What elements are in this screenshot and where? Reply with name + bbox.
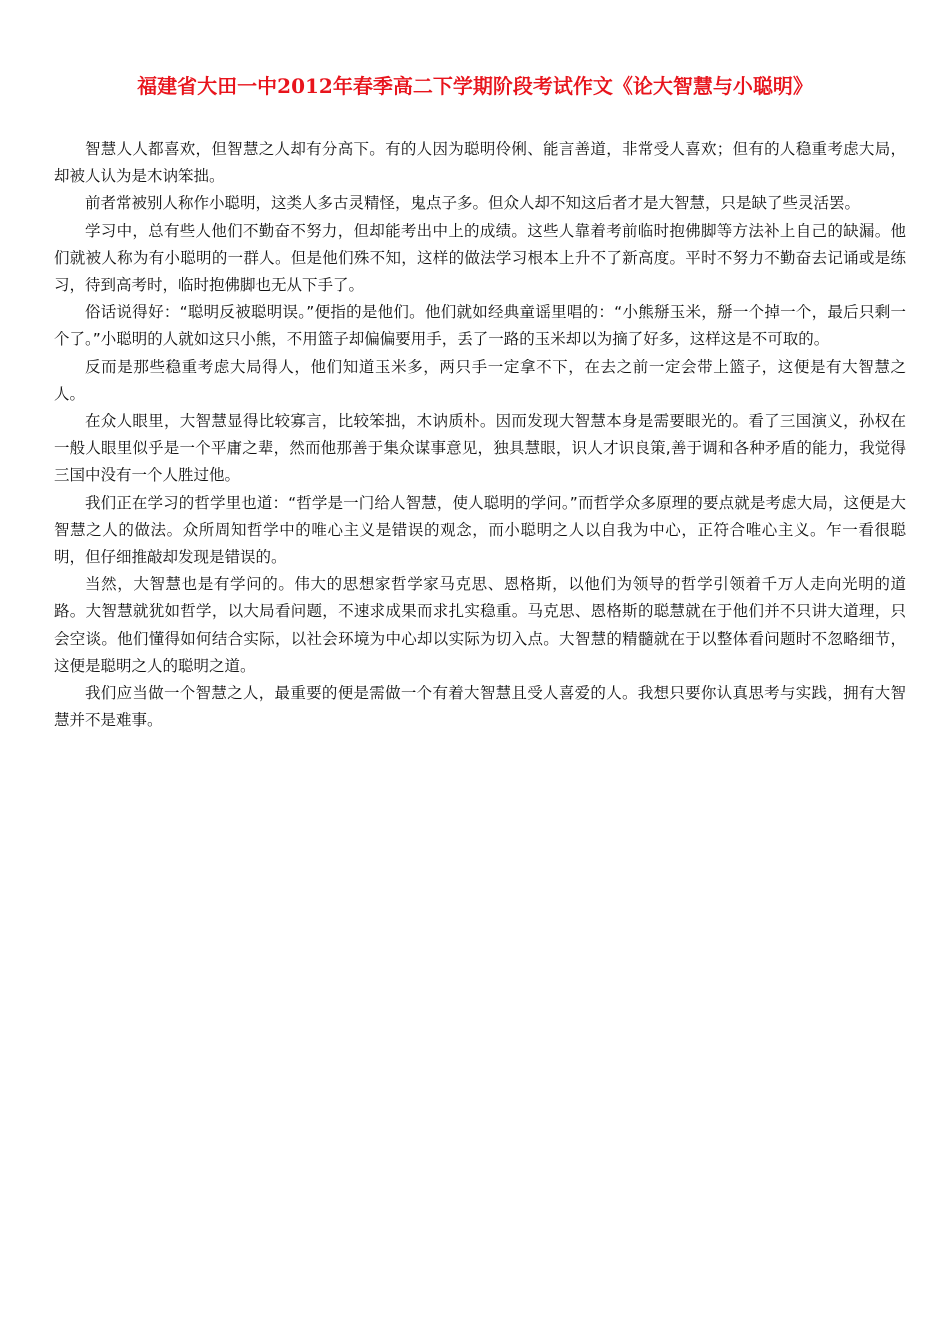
paragraph: 我们正在学习的哲学里也道：“哲学是一门给人智慧，使人聪明的学问。”而哲学众多原理的要点就是考虑大局，这便是大智慧之人的做法。众所周知哲学中的唯心主义是错误的观念，而小聪明之人以自我为中心，正符合唯心主义。乍一看很聪明，但仔细推敲却发现是错误的。 xyxy=(54,493,906,567)
paragraph: 学习中，总有些人他们不勤奋不努力，但却能考出中上的成绩。这些人靠着考前临时抱佛脚等方法补上自己的缺漏。他们就被人称为有小聪明的一群人。但是他们殊不知，这样的做法学习根本上升不了新高度。平时不努力不勤奋去记诵或是练习，待到高考时，临时抱佛脚也无从下手了。 xyxy=(54,221,906,295)
document-title: 福建省大田一中2012年春季高二下学期阶段考试作文《论大智慧与小聪明》 xyxy=(137,74,813,98)
paragraph: 我们应当做一个智慧之人，最重要的便是需做一个有着大智慧且受人喜爱的人。我想只要你认真思考与实践，拥有大智慧并不是难事。 xyxy=(54,684,906,730)
essay-body xyxy=(54,136,906,734)
paragraph: 智慧人人都喜欢，但智慧之人却有分高下。有的人因为聪明伶俐、能言善道，非常受人喜欢；但有的人稳重考虑大局，却被人认为是木讷笨拙。 xyxy=(54,140,906,186)
paragraph: 当然，大智慧也是有学问的。伟大的思想家哲学家马克思、恩格斯，以他们为领导的哲学引领着千万人走向光明的道路。大智慧就犹如哲学，以大局看问题，不速求成果而求扎实稳重。马克思、恩格斯的聪慧就在于他们并不只讲大道理，只会空谈。他们懂得如何结合实际，以社会环境为中心却以实际为切入点。大智慧的精髓就在于以整体看问题时不忽略细节，这便是聪明之人的聪明之道。 xyxy=(54,575,906,675)
paragraph: 前者常被别人称作小聪明，这类人多古灵精怪，鬼点子多。但众人却不知这后者才是大智慧，只是缺了些灵活罢。 xyxy=(85,194,861,213)
paragraph: 反而是那些稳重考虑大局得人，他们知道玉米多，两只手一定拿不下，在去之前一定会带上篮子，这便是有大智慧之人。 xyxy=(54,357,906,403)
paragraph: 俗话说得好：“聪明反被聪明误。”便指的是他们。他们就如经典童谣里唱的：“小熊掰玉米，掰一个掉一个，最后只剩一个了。”小聪明的人就如这只小熊，不用篮子却偏偏要用手，丢了一路的玉米却以为摘了好多，这样这是不可取的。 xyxy=(54,303,906,349)
paragraph: 在众人眼里，大智慧显得比较寡言，比较笨拙，木讷质朴。因而发现大智慧本身是需要眼光的。看了三国演义，孙权在一般人眼里似乎是一个平庸之辈，然而他那善于集众谋事意见，独具慧眼，识人才识良策,善于调和各种矛盾的能力，我觉得三国中没有一个人胜过他。 xyxy=(54,412,906,485)
